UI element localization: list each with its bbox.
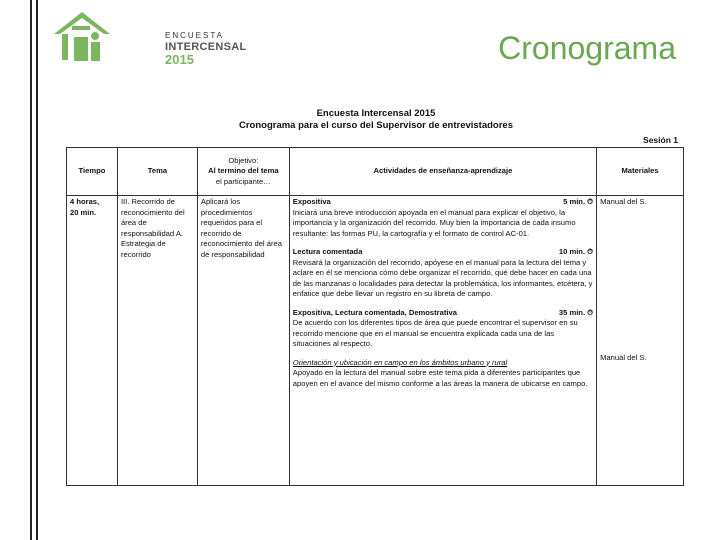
header-objetivo-line3: el participante… xyxy=(215,176,271,186)
activity-block xyxy=(293,247,593,300)
tiempo-line2: 20 min. xyxy=(70,207,97,217)
house-logo-icon xyxy=(52,10,112,62)
cell-actividades xyxy=(289,196,596,486)
left-border-line xyxy=(30,0,32,540)
activity-text: Revisará la organización del recorrido, apóyese en el manual para la lectura del tema y aclare en él se menciona cómo debe organizar el recorrido, qué debe hacer en cada una de las manzanas o localidades para detectar la problemática, los informantes, etcétera, y enfatice que debe llevar un registro en su libreta de campo. xyxy=(292,257,593,298)
left-border-line xyxy=(36,0,38,540)
activity-title: Expositiva xyxy=(292,197,331,206)
tiempo-line1: 4 horas, xyxy=(70,197,100,206)
logo xyxy=(52,10,247,68)
activity-time: 35 min. ⏱ xyxy=(558,307,594,317)
table-header-row xyxy=(67,148,684,196)
cell-materiales xyxy=(597,196,684,486)
document-title-line1: Encuesta Intercensal 2015 xyxy=(316,108,436,119)
logo-line2: INTERCENSAL xyxy=(165,41,247,53)
header-actividades: Actividades de enseñanza-aprendizaje xyxy=(289,148,596,196)
slide-title: Cronograma xyxy=(498,30,676,66)
activity-title: Orientación y ubicación en campo en los ámbitos urbano y rural xyxy=(292,357,508,367)
activity-time: 5 min. ⏱ xyxy=(563,197,594,206)
cell-objetivo: Aplicará los procedimientos requeridos para el recorrido de reconocimiento del área de responsabilidad xyxy=(197,196,289,486)
document-title-line2: Cronograma para el curso del Supervisor de entrevistadores xyxy=(238,120,513,131)
activity-title: Lectura comentada xyxy=(292,247,363,256)
activity-text: Iniciará una breve introducción apoyada en el manual para explicar el objetivo, la importancia y la organización del recorrido. Muy bien la importancia de cada insumo resultante: las formas PU, la cartografía y el formato de control AC-01. xyxy=(292,207,576,238)
header-tema: Tema xyxy=(117,148,197,196)
logo-line3: 2015 xyxy=(165,52,194,67)
header-objetivo-line1: Objetivo: xyxy=(228,155,259,165)
header-objetivo-line2: Al termino del tema xyxy=(208,166,279,176)
activity-block xyxy=(293,308,593,350)
activity-time: 10 min. ⏱ xyxy=(558,247,594,256)
header-tiempo: Tiempo xyxy=(67,148,118,196)
header-materiales: Materiales xyxy=(597,148,684,196)
activity-text: Apoyado en la lectura del manual sobre este tema pida a diferentes participantes que apoyen en el avance del mismo conforme a las áreas la manera de ubicarse en campo. xyxy=(292,368,588,388)
cell-tiempo xyxy=(67,196,118,486)
activity-text: De acuerdo con los diferentes tipos de área que puede encontrar el supervisor en su recorrido mencione que en el manual se encuentra explicada cada una de las situaciones al respecto. xyxy=(292,318,578,348)
activity-block xyxy=(293,358,593,390)
table-row xyxy=(67,196,684,486)
schedule-document xyxy=(66,108,686,490)
material-item: Manual del S. xyxy=(600,352,647,362)
session-label: Sesión 1 xyxy=(643,135,678,145)
material-item: Manual del S. xyxy=(600,197,647,206)
header-objetivo xyxy=(197,148,289,196)
cell-tema: III. Recorrido de reconocimiento del área de responsabilidad A. Estrategia de recorrido xyxy=(117,196,197,486)
schedule-table xyxy=(66,147,684,486)
logo-line1: ENCUESTA xyxy=(165,31,224,40)
activity-block xyxy=(293,197,593,239)
document-title xyxy=(66,108,686,132)
activity-title: Expositiva, Lectura comentada, Demostrativa xyxy=(292,307,457,317)
